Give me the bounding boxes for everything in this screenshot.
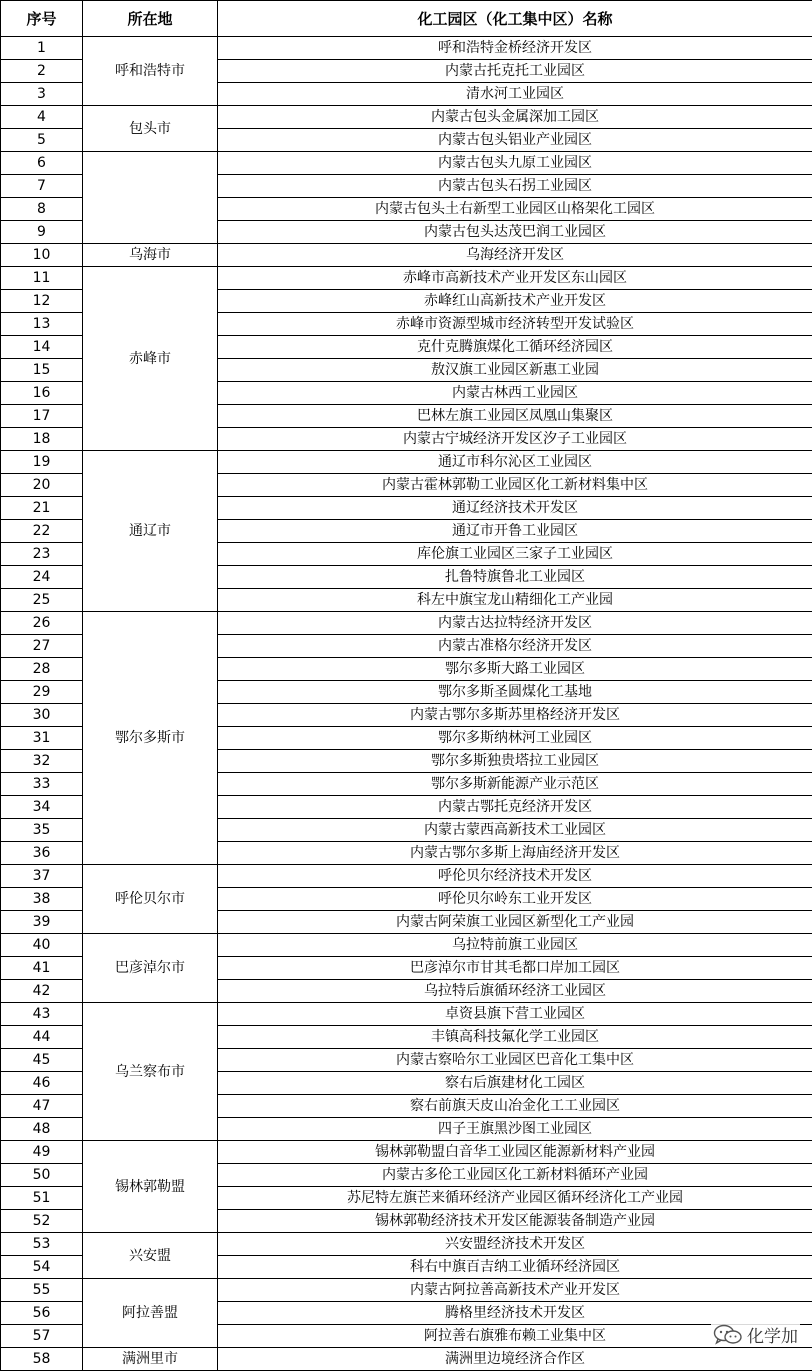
row-number: 46 [1, 1072, 83, 1095]
row-number: 3 [1, 83, 83, 106]
row-number: 53 [1, 1233, 83, 1256]
row-number: 29 [1, 681, 83, 704]
park-name: 阿拉善右旗雅布赖工业集中区 [218, 1325, 812, 1348]
header-park: 化工园区（化工集中区）名称 [218, 1, 812, 37]
row-number: 17 [1, 405, 83, 428]
park-name: 苏尼特左旗芒来循环经济产业园区循环经济化工产业园 [218, 1187, 812, 1210]
row-number: 11 [1, 267, 83, 290]
park-name: 内蒙古鄂尔多斯苏里格经济开发区 [218, 704, 812, 727]
park-name: 内蒙古鄂尔多斯上海庙经济开发区 [218, 842, 812, 865]
row-number: 19 [1, 451, 83, 474]
city-cell: 锡林郭勒盟 [83, 1141, 218, 1233]
park-name: 内蒙古林西工业园区 [218, 382, 812, 405]
park-name: 呼和浩特金桥经济开发区 [218, 37, 812, 60]
wechat-icon [713, 1324, 743, 1346]
park-name: 内蒙古包头达茂巴润工业园区 [218, 221, 812, 244]
park-name: 鄂尔多斯纳林河工业园区 [218, 727, 812, 750]
city-cell: 乌海市 [83, 244, 218, 267]
park-name: 科左中旗宝龙山精细化工产业园 [218, 589, 812, 612]
park-name: 巴彦淖尔市甘其毛都口岸加工园区 [218, 957, 812, 980]
row-number: 56 [1, 1302, 83, 1325]
row-number: 43 [1, 1003, 83, 1026]
row-number: 20 [1, 474, 83, 497]
park-name: 内蒙古包头金属深加工园区 [218, 106, 812, 129]
park-name: 腾格里经济技术开发区 [218, 1302, 812, 1325]
park-name: 鄂尔多斯大路工业园区 [218, 658, 812, 681]
park-name: 科右中旗百吉纳工业循环经济园区 [218, 1256, 812, 1279]
row-number: 22 [1, 520, 83, 543]
park-name: 赤峰市资源型城市经济转型开发试验区 [218, 313, 812, 336]
city-cell: 赤峰市 [83, 267, 218, 451]
table-row [1, 106, 812, 129]
park-name: 通辽市科尔沁区工业园区 [218, 451, 812, 474]
park-name: 四子王旗黑沙图工业园区 [218, 1118, 812, 1141]
table-row [1, 612, 812, 635]
table-row [1, 865, 812, 888]
park-name: 内蒙古准格尔经济开发区 [218, 635, 812, 658]
row-number: 49 [1, 1141, 83, 1164]
park-name: 锡林郭勒盟白音华工业园区能源新材料产业园 [218, 1141, 812, 1164]
row-number: 15 [1, 359, 83, 382]
row-number: 40 [1, 934, 83, 957]
table-row [1, 37, 812, 60]
city-cell: 呼和浩特市 [83, 37, 218, 106]
row-number: 5 [1, 129, 83, 152]
park-name: 内蒙古霍林郭勒工业园区化工新材料集中区 [218, 474, 812, 497]
park-name: 内蒙古包头土右新型工业园区山格架化工园区 [218, 198, 812, 221]
row-number: 28 [1, 658, 83, 681]
park-name: 内蒙古达拉特经济开发区 [218, 612, 812, 635]
row-number: 1 [1, 37, 83, 60]
city-cell [83, 152, 218, 244]
table-row [1, 934, 812, 957]
park-name: 乌拉特前旗工业园区 [218, 934, 812, 957]
row-number: 37 [1, 865, 83, 888]
row-number: 4 [1, 106, 83, 129]
park-name: 乌拉特后旗循环经济工业园区 [218, 980, 812, 1003]
row-number: 30 [1, 704, 83, 727]
city-cell: 巴彦淖尔市 [83, 934, 218, 1003]
park-name: 察右前旗天皮山冶金化工工业园区 [218, 1095, 812, 1118]
row-number: 10 [1, 244, 83, 267]
table-body [1, 37, 812, 1371]
row-number: 9 [1, 221, 83, 244]
row-number: 36 [1, 842, 83, 865]
park-name: 内蒙古包头九原工业园区 [218, 152, 812, 175]
row-number: 26 [1, 612, 83, 635]
row-number: 24 [1, 566, 83, 589]
city-cell: 包头市 [83, 106, 218, 152]
park-name: 克什克腾旗煤化工循环经济园区 [218, 336, 812, 359]
park-name: 鄂尔多斯独贵塔拉工业园区 [218, 750, 812, 773]
park-name: 库伦旗工业园区三家子工业园区 [218, 543, 812, 566]
park-name: 清水河工业园区 [218, 83, 812, 106]
row-number: 50 [1, 1164, 83, 1187]
row-number: 31 [1, 727, 83, 750]
table-row [1, 244, 812, 267]
park-name: 赤峰市高新技术产业开发区东山园区 [218, 267, 812, 290]
row-number: 33 [1, 773, 83, 796]
watermark-text: 化学加 [747, 1327, 798, 1347]
city-cell: 满洲里市 [83, 1348, 218, 1371]
park-name: 内蒙古鄂托克经济开发区 [218, 796, 812, 819]
row-number: 38 [1, 888, 83, 911]
park-name: 丰镇高科技氟化学工业园区 [218, 1026, 812, 1049]
park-name: 内蒙古托克托工业园区 [218, 60, 812, 83]
row-number: 2 [1, 60, 83, 83]
row-number: 35 [1, 819, 83, 842]
row-number: 12 [1, 290, 83, 313]
table-row [1, 152, 812, 175]
park-name: 内蒙古察哈尔工业园区巴音化工集中区 [218, 1049, 812, 1072]
park-name: 内蒙古宁城经济开发区汐子工业园区 [218, 428, 812, 451]
park-name: 内蒙古蒙西高新技术工业园区 [218, 819, 812, 842]
park-name: 巴林左旗工业园区凤凰山集聚区 [218, 405, 812, 428]
park-name: 内蒙古阿荣旗工业园区新型化工产业园 [218, 911, 812, 934]
row-number: 58 [1, 1348, 83, 1371]
park-name: 兴安盟经济技术开发区 [218, 1233, 812, 1256]
park-name: 扎鲁特旗鲁北工业园区 [218, 566, 812, 589]
row-number: 27 [1, 635, 83, 658]
watermark [711, 1322, 800, 1347]
table-row [1, 267, 812, 290]
city-cell: 乌兰察布市 [83, 1003, 218, 1141]
table-row [1, 1348, 812, 1371]
row-number: 32 [1, 750, 83, 773]
park-name: 赤峰红山高新技术产业开发区 [218, 290, 812, 313]
row-number: 16 [1, 382, 83, 405]
park-name: 锡林郭勒经济技术开发区能源装备制造产业园 [218, 1210, 812, 1233]
table-row [1, 1233, 812, 1256]
park-name: 鄂尔多斯新能源产业示范区 [218, 773, 812, 796]
park-name: 乌海经济开发区 [218, 244, 812, 267]
city-cell: 呼伦贝尔市 [83, 865, 218, 934]
row-number: 54 [1, 1256, 83, 1279]
table-row [1, 1279, 812, 1302]
city-cell: 通辽市 [83, 451, 218, 612]
row-number: 57 [1, 1325, 83, 1348]
row-number: 45 [1, 1049, 83, 1072]
park-name: 鄂尔多斯圣圆煤化工基地 [218, 681, 812, 704]
table-row [1, 1141, 812, 1164]
table-row [1, 451, 812, 474]
row-number: 48 [1, 1118, 83, 1141]
row-number: 41 [1, 957, 83, 980]
row-number: 52 [1, 1210, 83, 1233]
row-number: 42 [1, 980, 83, 1003]
row-number: 8 [1, 198, 83, 221]
table-header-row [1, 1, 812, 37]
header-no: 序号 [1, 1, 83, 37]
park-name: 察右后旗建材化工园区 [218, 1072, 812, 1095]
row-number: 25 [1, 589, 83, 612]
park-name: 内蒙古阿拉善高新技术产业开发区 [218, 1279, 812, 1302]
park-name: 通辽经济技术开发区 [218, 497, 812, 520]
park-name: 内蒙古包头铝业产业园区 [218, 129, 812, 152]
park-name: 满洲里边境经济合作区 [218, 1348, 812, 1371]
park-name: 内蒙古多伦工业园区化工新材料循环产业园 [218, 1164, 812, 1187]
row-number: 44 [1, 1026, 83, 1049]
city-cell: 兴安盟 [83, 1233, 218, 1279]
row-number: 21 [1, 497, 83, 520]
park-name: 内蒙古包头石拐工业园区 [218, 175, 812, 198]
row-number: 55 [1, 1279, 83, 1302]
park-name: 卓资县旗下营工业园区 [218, 1003, 812, 1026]
header-city: 所在地 [83, 1, 218, 37]
city-cell: 鄂尔多斯市 [83, 612, 218, 865]
row-number: 18 [1, 428, 83, 451]
row-number: 51 [1, 1187, 83, 1210]
park-name: 呼伦贝尔经济技术开发区 [218, 865, 812, 888]
row-number: 6 [1, 152, 83, 175]
row-number: 39 [1, 911, 83, 934]
row-number: 23 [1, 543, 83, 566]
row-number: 47 [1, 1095, 83, 1118]
park-name: 敖汉旗工业园区新惠工业园 [218, 359, 812, 382]
row-number: 7 [1, 175, 83, 198]
table-row [1, 1003, 812, 1026]
row-number: 14 [1, 336, 83, 359]
park-name: 通辽市开鲁工业园区 [218, 520, 812, 543]
row-number: 34 [1, 796, 83, 819]
park-name: 呼伦贝尔岭东工业开发区 [218, 888, 812, 911]
city-cell: 阿拉善盟 [83, 1279, 218, 1348]
row-number: 13 [1, 313, 83, 336]
